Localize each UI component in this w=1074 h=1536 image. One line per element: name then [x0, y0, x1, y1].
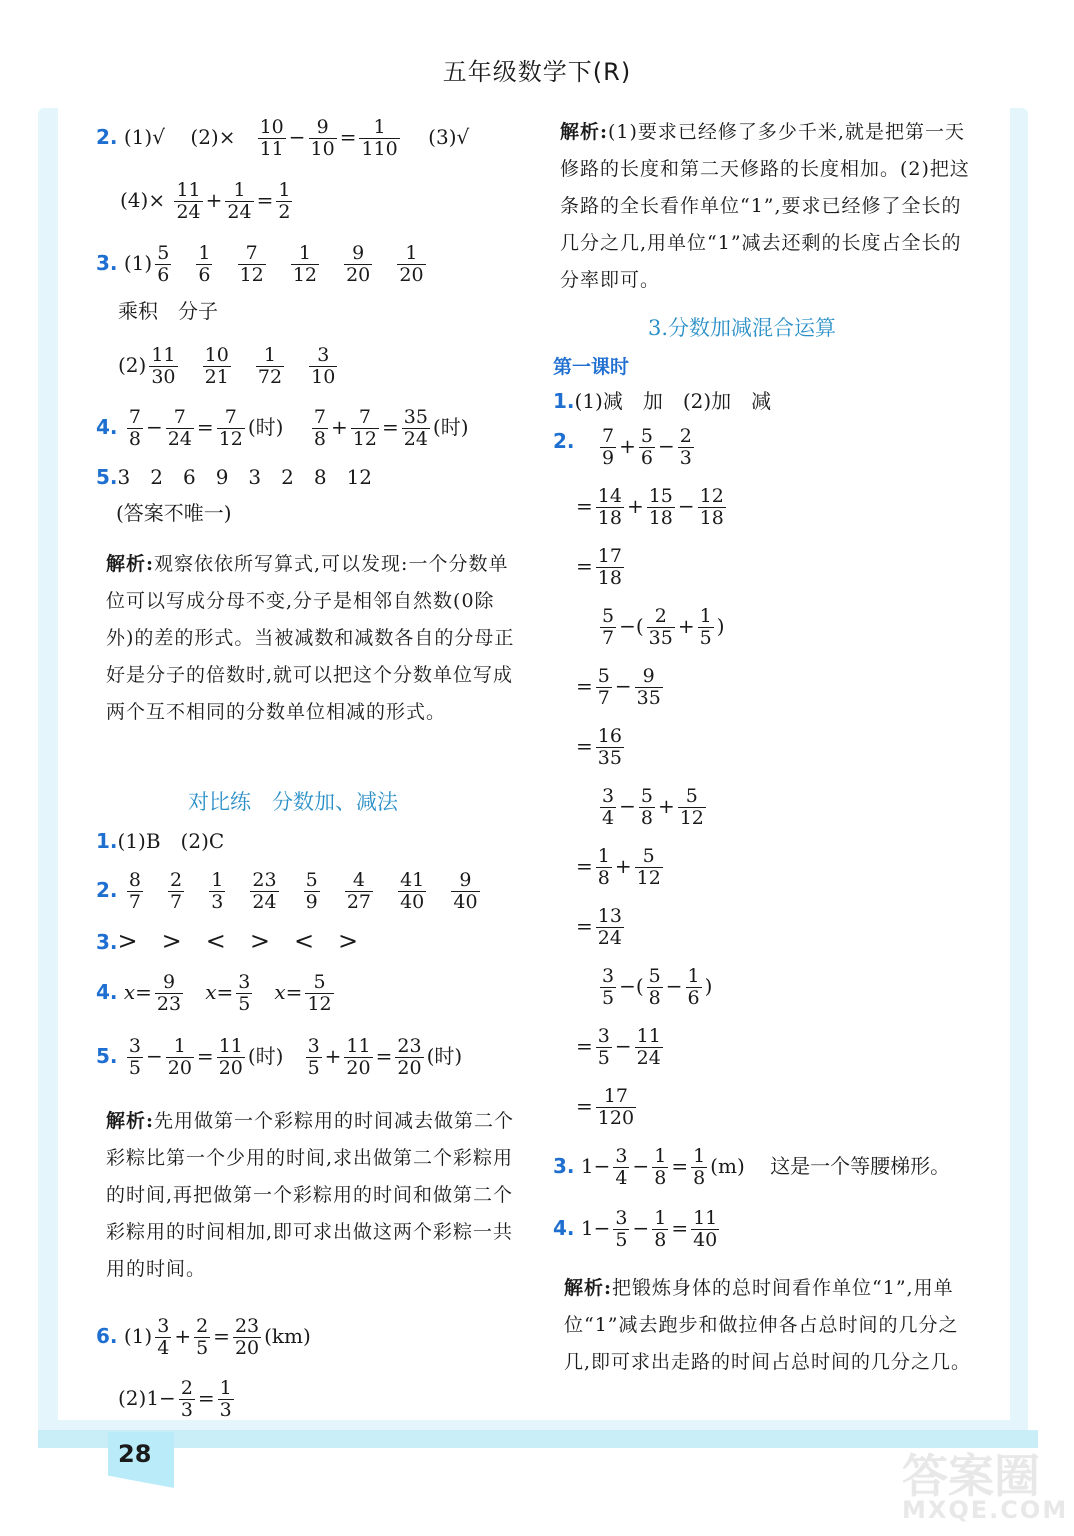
- fraction: $\frac{1}{24}$: [227, 179, 252, 223]
- right-r3: 3. 1− $\frac{3}{4}$ − $\frac{1}{8}$ = $\frac{1}{8}$ (m) 这是一个等腰梯形。: [553, 1145, 951, 1189]
- fraction: $\frac{5}{12}$: [307, 971, 332, 1015]
- fraction: $\frac{17}{120}$: [597, 1085, 635, 1129]
- left-c4: 4. x= $\frac{9}{23}$ x= $\frac{3}{5}$ x= $\frac{5}{12}$: [96, 971, 332, 1015]
- fraction: $\frac{5}{7}$: [597, 665, 610, 709]
- fraction: $\frac{11}{30}$: [151, 344, 176, 388]
- fraction: $\frac{7}{9}$: [602, 425, 615, 469]
- fraction: $\frac{16}{35}$: [597, 725, 622, 769]
- fraction: $\frac{7}{12}$: [239, 242, 264, 286]
- fraction: $\frac{1}{2}$: [278, 179, 291, 223]
- fraction: $\frac{11}{20}$: [346, 1035, 371, 1079]
- fraction: $\frac{41}{40}$: [400, 869, 425, 913]
- fraction: $\frac{5}{12}$: [636, 845, 661, 889]
- right-r2-e5: = $\frac{5}{7}$ − $\frac{9}{35}$: [576, 665, 661, 709]
- left-q2-line2: (4)× $\frac{11}{24}$ + $\frac{1}{24}$ = $\frac{1}{2}$: [120, 179, 291, 223]
- left-c5: 5. $\frac{3}{5}$ − $\frac{1}{20}$ = $\frac{11}{20}$ (时) $\frac{3}{5}$ + $\frac{11}{20}$ = $\frac{23}{20}$ (时): [96, 1035, 463, 1079]
- fraction: $\frac{2}{3}$: [180, 1377, 193, 1421]
- fraction: $\frac{35}{24}$: [403, 406, 428, 450]
- right-r1: 1.(1)减 加 (2)加 减: [553, 389, 772, 413]
- fraction: $\frac{3}{5}$: [602, 965, 615, 1009]
- left-analysis-1: 解析:观察依依所写算式,可以发现:一个分数单位可以写成分母不变,分子是相邻自然数(0除外)的差的形式。当被减数和减数各自的分母正好是分子的倍数时,就可以把这个分数单位写成两个互不相同的分数单位相减的形式。: [106, 553, 515, 723]
- fraction: $\frac{3}{5}$: [597, 1025, 610, 1069]
- fraction: $\frac{9}{23}$: [156, 971, 182, 1015]
- fraction: $\frac{8}{7}$: [128, 869, 141, 913]
- left-section-title: 对比练 分数加、减法: [188, 790, 398, 814]
- left-q3-line2: 乘积 分子: [118, 299, 218, 323]
- page-number: 28: [118, 1440, 152, 1468]
- fraction: $\frac{7}{8}$: [128, 406, 141, 450]
- right-r2-e7: $\frac{3}{4}$ − $\frac{5}{8}$ + $\frac{5}{12}$: [602, 785, 704, 829]
- fraction: $\frac{23}{24}$: [252, 869, 277, 913]
- fraction: $\frac{1}{8}$: [693, 1145, 706, 1189]
- fraction: $\frac{1}{20}$: [399, 242, 424, 286]
- left-q5-note: (答案不唯一): [116, 501, 232, 525]
- fraction: $\frac{23}{20}$: [397, 1035, 422, 1079]
- fraction: $\frac{5}{8}$: [640, 785, 653, 829]
- fraction: $\frac{9}{20}$: [346, 242, 371, 286]
- left-q3-line1: 3. (1) $\frac{5}{6}$ $\frac{1}{6}$ $\frac{7}{12}$ $\frac{1}{12}$ $\frac{9}{20}$ $\frac{1}{20}$: [96, 242, 424, 286]
- fraction: $\frac{5}{6}$: [640, 425, 653, 469]
- fraction: $\frac{11}{24}$: [176, 179, 201, 223]
- right-r2-e2: = $\frac{14}{18}$ + $\frac{15}{18}$ − $\frac{12}{18}$: [576, 485, 724, 529]
- fraction: $\frac{14}{18}$: [597, 485, 622, 529]
- right-r2-e4: $\frac{5}{7}$ −( $\frac{2}{35}$ + $\frac{1}{5}$ ): [602, 605, 725, 649]
- fraction: $\frac{5}{7}$: [602, 605, 615, 649]
- fraction: $\frac{3}{4}$: [615, 1145, 628, 1189]
- left-q3-line3: (2) $\frac{11}{30}$ $\frac{10}{21}$ $\frac{1}{72}$ $\frac{3}{10}$: [118, 344, 336, 388]
- right-r2-e12: = $\frac{17}{120}$: [576, 1085, 635, 1129]
- fraction: $\frac{1}{8}$: [654, 1207, 667, 1251]
- fraction: $\frac{13}{24}$: [597, 905, 622, 949]
- fraction: $\frac{3}{5}$: [307, 1035, 320, 1079]
- fraction: $\frac{9}{35}$: [636, 665, 661, 709]
- fraction: $\frac{2}{7}$: [170, 869, 183, 913]
- fraction: $\frac{1}{12}$: [292, 242, 318, 286]
- fraction: $\frac{7}{8}$: [313, 406, 327, 450]
- fraction: $\frac{2}{5}$: [196, 1315, 209, 1359]
- left-q5: 5.3 2 6 9 3 2 8 12: [96, 465, 373, 489]
- fraction: $\frac{5}{8}$: [648, 965, 661, 1009]
- fraction: $\frac{5}{9}$: [305, 869, 318, 913]
- right-r2-e10: $\frac{3}{5}$ −( $\frac{5}{8}$ − $\frac{1}{6}$ ): [602, 965, 713, 1009]
- fraction: $\frac{1}{72}$: [257, 344, 283, 388]
- fraction: $\frac{7}{24}$: [167, 406, 192, 450]
- fraction: $\frac{7}{12}$: [352, 406, 377, 450]
- left-c6-line1: 6. (1) $\frac{3}{4}$ + $\frac{2}{5}$ = $\frac{23}{20}$ (km): [96, 1315, 311, 1359]
- left-c2: 2. $\frac{8}{7}$ $\frac{2}{7}$ $\frac{1}{3}$ $\frac{23}{24}$ $\frac{5}{9}$ $\frac{4}{27}$ $\frac{41}{40}$ $\frac{9}{40}$: [96, 869, 478, 913]
- right-analysis-1: 解析:(1)要求已经修了多少千米,就是把第一天修路的长度和第二天修路的长度相加。(2)把这条路的全长看作单位“1”,要求已经修了全长的几分之几,用单位“1”减去还剩的长度占全长的分率即可。: [560, 121, 970, 291]
- right-r2-e9: = $\frac{13}{24}$: [576, 905, 622, 949]
- fraction: $\frac{2}{3}$: [679, 425, 692, 469]
- fraction: $\frac{7}{12}$: [218, 406, 243, 450]
- fraction: $\frac{10}{21}$: [204, 344, 229, 388]
- fraction: $\frac{9}{10}$: [310, 116, 335, 160]
- right-r2-e1: $\frac{7}{9}$ + $\frac{5}{6}$ − $\frac{2}{3}$: [602, 425, 692, 469]
- right-analysis-2: 解析:把锻炼身体的总时间看作单位“1”,用单位“1”减去跑步和做拉伸各占总时间的几分之几,即可求出走路的时间占总时间的几分之几。: [564, 1277, 972, 1373]
- fraction: $\frac{15}{18}$: [648, 485, 673, 529]
- lesson-title: 第一课时: [553, 356, 630, 378]
- fraction: $\frac{2}{35}$: [648, 605, 673, 649]
- right-r4: 4. 1− $\frac{3}{5}$ − $\frac{1}{8}$ = $\frac{11}{40}$: [553, 1207, 718, 1251]
- page-header: 五年级数学下(R): [442, 58, 632, 86]
- fraction: $\frac{3}{4}$: [602, 785, 615, 829]
- fraction: $\frac{1}{110}$: [361, 116, 398, 160]
- left-c3: 3.> > < > < >: [96, 927, 359, 955]
- fraction: $\frac{3}{5}$: [615, 1207, 628, 1251]
- fraction: $\frac{5}{6}$: [157, 242, 170, 286]
- left-q4: 4. $\frac{7}{8}$ − $\frac{7}{24}$ = $\frac{7}{12}$ (时) $\frac{7}{8}$ + $\frac{7}{12}$ = $\frac{35}{24}$ (时): [96, 406, 469, 450]
- right-r2-e6: = $\frac{16}{35}$: [576, 725, 622, 769]
- fraction: $\frac{5}{12}$: [679, 785, 704, 829]
- left-analysis-2: 解析:先用做第一个彩粽用的时间减去做第二个彩粽比第一个少用的时间,求出做第二个彩粽用的时间,再把做第一个彩粽用的时间和做第二个彩粽用的时间相加,即可求出做这两个彩粽一共用的时间。: [106, 1110, 515, 1280]
- fraction: $\frac{1}{6}$: [198, 242, 211, 286]
- left-c6-line2: (2)1− $\frac{2}{3}$ = $\frac{1}{3}$: [118, 1377, 232, 1421]
- right-r2-e8: = $\frac{1}{8}$ + $\frac{5}{12}$: [576, 845, 661, 889]
- fraction: $\frac{11}{40}$: [693, 1207, 718, 1251]
- fraction: $\frac{4}{27}$: [346, 869, 372, 913]
- fraction: $\frac{3}{5}$: [238, 971, 251, 1015]
- fraction: $\frac{1}{3}$: [211, 869, 224, 913]
- right-r2-e11: = $\frac{3}{5}$ − $\frac{11}{24}$: [576, 1025, 661, 1069]
- fraction: $\frac{9}{40}$: [453, 869, 478, 913]
- right-r2-e3: = $\frac{17}{18}$: [576, 545, 622, 589]
- fraction: $\frac{12}{18}$: [699, 485, 724, 529]
- fraction: $\frac{1}{6}$: [687, 965, 700, 1009]
- fraction: $\frac{3}{5}$: [128, 1035, 141, 1079]
- left-q2-line1: 2. (1)√ (2)× $\frac{10}{11}$ − $\frac{9}{10}$ = $\frac{1}{110}$ (3)√: [96, 116, 470, 160]
- fraction: $\frac{1}{8}$: [597, 845, 610, 889]
- fraction: $\frac{11}{20}$: [218, 1035, 243, 1079]
- bottom-band: [38, 1430, 1038, 1448]
- fraction: $\frac{1}{3}$: [219, 1377, 232, 1421]
- fraction: $\frac{17}{18}$: [597, 545, 622, 589]
- fraction: $\frac{3}{10}$: [311, 344, 336, 388]
- left-c1: 1.(1)B (2)C: [96, 829, 225, 853]
- watermark-text: 答案圈: [902, 1449, 1040, 1503]
- fraction: $\frac{1}{8}$: [654, 1145, 667, 1189]
- fraction: $\frac{23}{20}$: [234, 1315, 260, 1359]
- watermark-url: MXQE.COM: [902, 1496, 1069, 1524]
- right-section-title: 3.分数加减混合运算: [648, 316, 837, 340]
- fraction: $\frac{1}{5}$: [699, 605, 712, 649]
- right-r2-num: 2.: [553, 429, 575, 453]
- fraction: $\frac{3}{4}$: [157, 1315, 170, 1359]
- fraction: $\frac{1}{20}$: [167, 1035, 192, 1079]
- fraction: $\frac{10}{11}$: [259, 116, 284, 160]
- fraction: $\frac{11}{24}$: [636, 1025, 661, 1069]
